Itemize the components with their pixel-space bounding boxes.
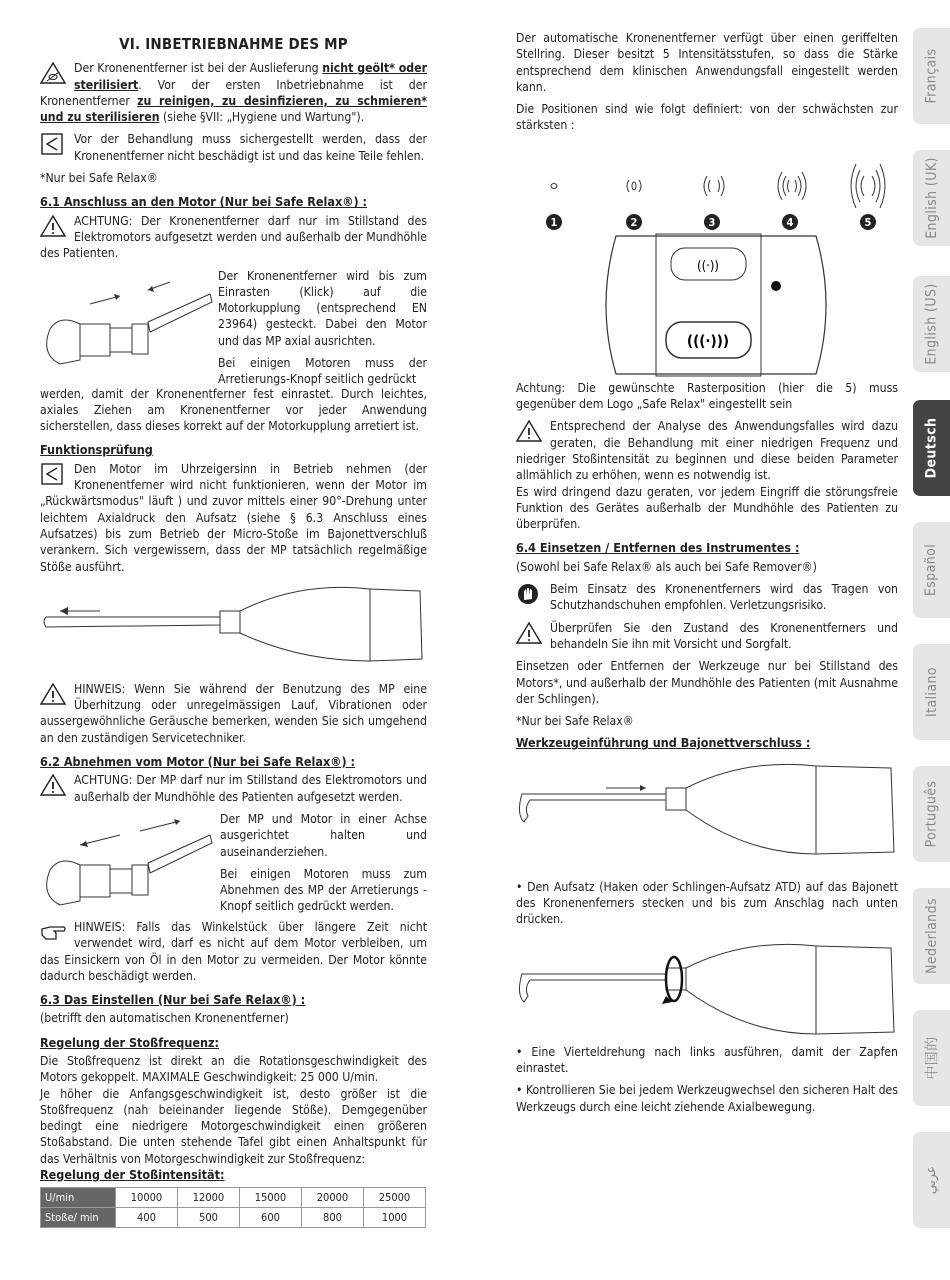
warning-icon — [40, 683, 66, 705]
table-header-cell: Stoße/ min — [41, 1208, 116, 1228]
hinweis-paragraph: HINWEIS: Falls das Winkelstück über längere Zeit nicht verwendet wird, darf es nicht auf dem Motor verbleiben, um das Einsickern von Öl in den Motor zu vermeiden. Der Motor könnte dadurch beschädigt werden. — [40, 919, 427, 983]
wave-icon-level-4 — [778, 172, 806, 200]
tab-portugues[interactable]: Português — [913, 766, 950, 862]
section-title: VI. INBETRIEBNAHME DES MP — [119, 35, 348, 53]
table-cell: 15000 — [240, 1188, 302, 1208]
check-paragraph: Vor der Behandlung muss sichergestellt werden, dass der Kronenentferner nicht beschädigt ist und das keine Teile fehlen. — [40, 131, 427, 164]
section-6-4-title: 6.4 Einsetzen / Entfernen des Instrumentes : — [516, 540, 800, 556]
section-6-3-title: 6.3 Das Einstellen (Nur bei Safe Relax®) : — [40, 992, 306, 1008]
warning-icon — [516, 420, 542, 442]
motor-connection-figure — [40, 268, 427, 386]
frequency-title: Regelung der Stoßfrequenz: — [40, 1034, 220, 1050]
check-instruction-icon — [40, 463, 66, 485]
intro-paragraph: Der Kronenentferner ist bei der Auslieferung nicht geölt* oder sterilisiert. Vor der ersten Inbetriebnahme ist der Kronenentferner zu reinigen, zu desinfizieren, zu schmieren* und zu sterilisieren (siehe §VII: „Hygiene und Wartung"). — [40, 61, 427, 125]
bullet-item: • Den Aufsatz (Haken oder Schlingen-Aufsatz ATD) auf das Bajonett des Kronenenferners stecken und bis zum Anschlag nach unten drücken. — [516, 879, 898, 927]
no-oil-warning-icon — [40, 62, 66, 84]
warning-paragraph-continued: Es wird dringend dazu geraten, vor jedem Eingriff die störungsfreie Funktion des Gerätes außerhalb der Mundhöhle des Patienten zu überprüfen. — [516, 484, 898, 532]
tab-english-uk[interactable]: English (UK) — [913, 150, 950, 246]
wave-symbol: ((·)) — [697, 258, 719, 274]
warning-icon — [40, 215, 66, 237]
level-number: 3 — [708, 215, 716, 229]
removal-text: Der MP und Motor in einer Achse ausgerichtet halten und auseinanderziehen. — [220, 811, 427, 859]
tool-insertion-illustration — [516, 754, 898, 879]
insert-paragraph: Einsetzen oder Entfernen der Werkzeuge nur bei Stillstand des Motors*, und außerhalb der Mundhöhle des Patienten (mit Ausnahme der Schlingen). — [516, 659, 898, 706]
bayonet-rotation-illustration — [516, 934, 898, 1044]
attention-paragraph: Achtung: Die gewünschte Rasterposition (hier die 5) muss gegenüber dem Logo „Safe Relax" eingestellt sein — [516, 380, 898, 412]
intro-paragraph: Der automatische Kronenentferner verfügt über einen geriffelten Stellring. Dieser besitzt 5 Intensitätsstufen, so dass die Stärke entsprechend dem klinischen Anwendungsfall eingestellt werden kann. — [516, 31, 898, 94]
left-column — [40, 30, 427, 1228]
table-row — [41, 1208, 426, 1228]
crown-remover-illustration — [40, 581, 427, 681]
section-6-3-subtitle: (betrifft den automatischen Kronenentferner) — [40, 1011, 289, 1026]
table-cell: 25000 — [364, 1188, 426, 1208]
language-tabs — [913, 0, 950, 1280]
wave-icon-level-3 — [704, 176, 724, 196]
frequency-text-2: Je höher die Anfangsgeschwindigkeit ist, desto größer ist die Stoßfrequenz (nah beieinander liegende Stöße). Demgegenüber bedingt eine niedrigere Motorgeschwindigkeit einen größeren Stoßabstand. Die unten stehende Tafel gibt einen Anhaltspunkt für das Verhältnis von Motorgeschwindigkeit zur Stoßfrequenz: — [40, 1086, 427, 1166]
table-cell: 400 — [116, 1208, 178, 1228]
warning-paragraph: ACHTUNG: Der MP darf nur im Stillstand des Elektromotors und außerhalb der Mundhöhle des Patienten aufgesetzt werden. — [40, 772, 427, 805]
tab-english-us[interactable]: English (US) — [913, 276, 950, 372]
section-6-2-title: 6.2 Abnehmen vom Motor (Nur bei Safe Relax®) : — [40, 754, 356, 770]
lock-button-text: Bei einigen Motoren muss der Arretierungs-Knopf seitlich gedrückt — [218, 356, 427, 387]
warning-paragraph: Überprüfen Sie den Zustand des Kronenentferners und behandeln Sie ihn mit Vorsicht und Sorgfalt. — [516, 620, 898, 653]
table-cell: 10000 — [116, 1188, 178, 1208]
pointing-hand-icon — [40, 921, 66, 943]
level-number: 5 — [864, 215, 872, 229]
section-6-4-subtitle: (Sowohl bei Safe Relax® als auch bei Safe Remover®) — [516, 559, 817, 574]
function-check-text: Den Motor im Uhrzeigersinn in Betrieb nehmen (der Kronenentferner wird nicht funktionieren, wenn der Motor im „Rückwärtsmodus" läuft ) und zuvor mittels einer 90°-Drehung unter leichtem Axialdruck den Aufsatz (siehe § 6.3 Anschluss eines Aufsatzes) bis zum Betrieb der Micro-Stoße im Bajonettverschluß verankern. Sich vergewissern, dass der MP tatsächlich regelmäßige Stöße ausführt. — [40, 461, 427, 574]
table-row — [41, 1188, 426, 1208]
footnote: *Nur bei Safe Relax® — [516, 714, 634, 729]
level-number: 1 — [550, 215, 558, 229]
tab-arabic[interactable]: عربي — [913, 1132, 950, 1228]
table-cell: 600 — [240, 1208, 302, 1228]
motor-removal-figure — [40, 811, 427, 919]
adjustment-ring-illustration — [516, 230, 898, 380]
position-marker — [771, 281, 781, 291]
tab-deutsch[interactable]: Deutsch — [913, 400, 950, 496]
table-cell: 20000 — [302, 1188, 364, 1208]
speed-table — [40, 1187, 426, 1228]
footnote: *Nur bei Safe Relax® — [40, 171, 158, 186]
wave-icon-level-2 — [627, 180, 641, 192]
table-cell: 500 — [178, 1208, 240, 1228]
motor-removal-illustration — [40, 815, 215, 915]
motor-coupling-illustration — [40, 274, 215, 374]
bullet-item: • Kontrollieren Sie bei jedem Werkzeugwechsel den sicheren Halt des Werkzeugs durch eine leicht ziehende Axialbewegung. — [516, 1083, 898, 1114]
tab-chinese[interactable]: 中国的 — [913, 1010, 950, 1106]
check-instruction-icon — [40, 133, 66, 155]
function-check-title: Funktionsprüfung — [40, 442, 153, 458]
table-cell: 12000 — [178, 1188, 240, 1208]
bullet-item: • Eine Vierteldrehung nach links ausführen, damit der Zapfen einrastet. — [516, 1044, 898, 1075]
lock-button-text-continued: werden, damit der Kronenentferner fest einrastet. Durch leichtes, axiales Ziehen am Kronenentferner vor jeder Anwendung sicherstellen, dass dieses korrekt auf der Motorkupplung arretiert ist. — [40, 386, 427, 434]
table-cell: 800 — [302, 1208, 364, 1228]
wave-icon-level-1 — [551, 183, 557, 188]
intensity-title: Regelung der Stoßintensität: — [40, 1167, 225, 1183]
tab-francais[interactable]: Français — [913, 28, 950, 124]
wave-icon-level-5 — [851, 164, 885, 208]
table-header-cell: U/min — [41, 1188, 116, 1208]
connection-text: Der Kronenentferner wird bis zum Einrasten (Klick) auf die Motorkupplung (entsprechend EN 23964) gesteckt. Dabei den Motor und das MP axial ausrichten. — [218, 268, 427, 348]
table-cell: 1000 — [364, 1208, 426, 1228]
glove-icon — [516, 583, 542, 605]
tool-insertion-title: Werkzeugeinführung und Bajonettverschluss : — [516, 735, 811, 751]
intensity-levels — [516, 140, 898, 230]
tab-italiano[interactable]: Italiano — [913, 644, 950, 740]
tab-nederlands[interactable]: Nederlands — [913, 888, 950, 984]
section-6-1-title: 6.1 Anschluss an den Motor (Nur bei Safe Relax®) : — [40, 194, 368, 210]
hinweis-paragraph: HINWEIS: Wenn Sie während der Benutzung des MP eine Überhitzung oder unregelmässigen Lauf, Vibrationen oder aussergewöhnliche Geräusche bemerken, wenden Sie sich umgehend an den zuständigen Servicetechniker. — [40, 681, 427, 745]
positions-paragraph: Die Positionen sind wie folgt definiert: von der schwächsten zur stärksten : — [516, 102, 898, 133]
removal-lock-text: Bei einigen Motoren muss zum Abnehmen des MP der Arretierungs -Knopf seitlich gedrückt werden. — [220, 866, 427, 914]
level-number: 2 — [630, 215, 638, 229]
glove-paragraph: Beim Einsatz des Kronenentferners wird das Tragen von Schutzhandschuhen empfohlen. Verletzungsrisiko. — [516, 581, 898, 614]
tab-espanol[interactable]: Español — [913, 522, 950, 618]
warning-paragraph: Entsprechend der Analyse des Anwendungsfalles wird dazu geraten, die Behandlung mit einer niedrigen Frequenz und niedriger Stoßintensität zu beginnen und diese beiden Parameter allmählich zu erhöhen, wenn es notwendig ist. — [516, 419, 898, 483]
frequency-text-1: Die Stoßfrequenz ist direkt an die Rotationsgeschwindigkeit des Motors gekoppelt. MAXIMALE Geschwindigkeit: 25 000 U/min. — [40, 1053, 427, 1085]
warning-icon — [516, 622, 542, 644]
level-number: 4 — [786, 215, 794, 229]
wave-symbol: (((·))) — [686, 331, 730, 350]
warning-paragraph: ACHTUNG: Der Kronenentferner darf nur im Stillstand des Elektromotors aufgesetzt werden und außerhalb der Mundhöhle des Patienten. — [40, 213, 427, 261]
warning-icon — [40, 774, 66, 796]
right-column — [516, 30, 898, 1121]
